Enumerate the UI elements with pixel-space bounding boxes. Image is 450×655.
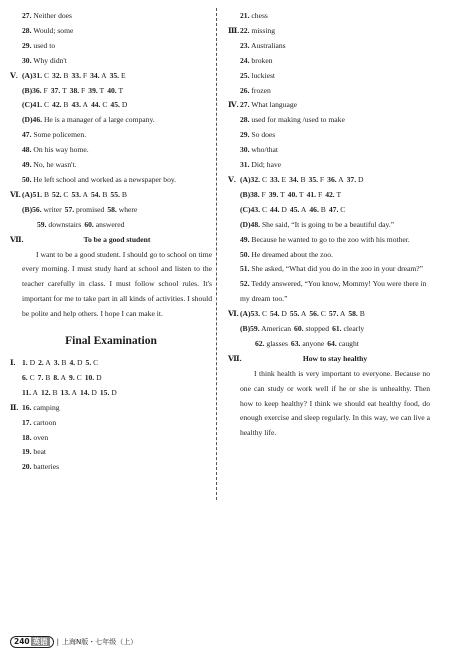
section-7-left <box>10 233 212 322</box>
answer-item: 37. T <box>50 85 67 95</box>
answer-item: 1. D <box>22 358 36 368</box>
list-item: 30. who/that <box>240 145 278 155</box>
answer-item: 39. T <box>268 189 285 199</box>
answer-item: 60. answered <box>84 219 125 229</box>
answer-item: 4. D <box>69 358 83 368</box>
answer-item: 42. B <box>52 100 69 110</box>
answer-item: 54. D <box>270 309 287 319</box>
answer-item: 46. B <box>309 204 326 214</box>
left-top-list <box>10 9 212 69</box>
list-item: (D)48. She said, “It is going to be a beautiful day.” <box>240 219 395 229</box>
section-7-heading <box>228 352 430 367</box>
section-marker: Ⅴ. <box>228 174 236 184</box>
section-3-list <box>228 24 430 99</box>
edition-label: 上海N版・七年级（上） <box>62 638 138 646</box>
list-item: 25. luckiest <box>240 70 276 80</box>
answer-item: 5. C <box>85 358 99 368</box>
answer-item: 52. C <box>52 189 69 199</box>
answer-item: 45. A <box>289 204 307 214</box>
answer-item: 9. C <box>69 372 82 382</box>
answer-item: 57. promised <box>64 204 105 214</box>
answer-item: (B)59. American <box>240 324 292 334</box>
answer-item: 7. B <box>37 372 51 382</box>
row-5c <box>10 98 212 113</box>
answer-item: 32. B <box>52 70 69 80</box>
section-marker: Ⅴ. <box>10 70 18 80</box>
section-5-right <box>228 173 430 307</box>
essay-text: I want to be a good student. I should go to school on time every morning. I must study hard at school and listen to the teacher carefully in class. I must follow school rules. It's important for me to take part in all kinds of activities. I should be polite and help others. I hope I can make it. <box>22 249 212 319</box>
answer-item: 59. downstairs <box>37 219 82 229</box>
list-item: 28. used for making /used to make <box>240 115 345 125</box>
list-item: 19. beat <box>22 447 47 457</box>
answer-item: 53. A <box>71 189 88 199</box>
section-marker: Ⅵ. <box>228 309 239 319</box>
answer-item: 13. A <box>60 387 77 397</box>
row-5b <box>10 84 212 99</box>
list-item: 50. He left school and worked as a newspaper boy. <box>22 174 177 184</box>
row-5c <box>228 203 430 218</box>
answer-item: 14. D <box>79 387 97 397</box>
answer-item: 62. glasses <box>255 338 288 348</box>
answer-item: 37. D <box>346 174 364 184</box>
row-5a <box>10 69 212 84</box>
list-item: 47. Some policemen. <box>22 130 87 140</box>
essay-title: How to stay healthy <box>302 353 368 363</box>
list-item: 52. Teddy answered, “You know, Mommy! You were there in my dream too.” <box>240 279 427 304</box>
answer-item: 45. D <box>110 100 128 110</box>
row-5a <box>228 173 430 188</box>
list-item: 27. Neither does <box>22 11 72 20</box>
row-6a <box>228 307 430 322</box>
final-row-3 <box>10 386 212 401</box>
answer-item: (C)43. C <box>240 204 268 214</box>
final-row-2 <box>10 371 212 386</box>
list-item: 48. On his way home. <box>22 145 89 155</box>
page-footer: 240 英语 | 上海N版・七年级（上） <box>10 635 137 650</box>
section-marker: Ⅰ. <box>10 358 16 368</box>
row-6b2 <box>10 218 212 233</box>
answer-item: (B)38. F <box>240 189 266 199</box>
row-5d-list <box>10 113 212 188</box>
section-marker: Ⅵ. <box>10 189 21 199</box>
answer-item: 40. T <box>107 85 124 95</box>
list-item: 31. Did; have <box>240 160 282 170</box>
answer-item: 38. F <box>69 85 86 95</box>
row-6b1 <box>10 203 212 218</box>
answer-item: 12. B <box>41 387 58 397</box>
list-item: 29. So does <box>240 130 276 140</box>
subject-tag: 英语 <box>32 637 48 647</box>
list-item: 24. broken <box>240 55 273 65</box>
answer-item: 2. A <box>38 358 51 368</box>
answer-item: 56. C <box>309 309 326 319</box>
answer-item: 54. B <box>90 189 108 199</box>
answer-item: (C)41. C <box>22 100 50 110</box>
row-6b1 <box>228 322 430 337</box>
answer-item: 10. D <box>84 372 102 382</box>
answer-item: (A)51. B <box>22 189 50 199</box>
answer-item: 57. A <box>328 309 346 319</box>
final-exam-title: Final Examination <box>65 335 157 348</box>
answer-item: 39. T <box>88 85 105 95</box>
answer-item: 11. A <box>22 387 39 397</box>
list-item: 17. cartoon <box>22 417 57 427</box>
answer-item: 61. clearly <box>332 324 365 334</box>
list-item: Ⅳ. 27. What language <box>228 100 298 110</box>
left-column <box>10 9 212 475</box>
list-item: Ⅱ. 16. camping <box>10 402 60 412</box>
answer-item: 34. B <box>289 174 306 184</box>
row-6b2 <box>228 337 430 352</box>
list-item: Ⅲ. 22. missing <box>228 25 276 35</box>
list-item: 21. chess <box>240 11 268 20</box>
list-item: 23. Australians <box>240 40 286 50</box>
list-item: 29. used to <box>22 40 56 50</box>
answer-item: 42. T <box>325 189 342 199</box>
answer-item: (B)36. F <box>22 85 48 95</box>
essay-title: To be a good student <box>83 234 151 244</box>
section-7-right <box>228 352 430 441</box>
answer-item: 8. A <box>53 372 67 382</box>
section-4-list <box>228 98 430 173</box>
answer-item: 6. C <box>22 372 35 382</box>
answer-item: 55. A <box>289 309 307 319</box>
list-item: 50. He dreamed about the zoo. <box>240 249 333 259</box>
section-6-left <box>10 188 212 233</box>
answer-item: 3. B <box>53 358 67 368</box>
section-6-right <box>228 307 430 352</box>
answer-item: 43. A <box>71 100 88 110</box>
answer-item: 44. D <box>270 204 287 214</box>
answer-item: (B)56. writer <box>22 204 62 214</box>
list-item: 18. oven <box>22 432 49 442</box>
answer-item: 58. B <box>348 309 365 319</box>
answer-item: (A)31. C <box>22 70 50 80</box>
answer-item: 15. D <box>99 387 117 397</box>
page-number: 240 英语 <box>10 636 54 648</box>
list-item: 30. Why didn't <box>22 55 67 65</box>
list-item: 20. batteries <box>22 462 60 472</box>
final-section-1 <box>10 356 212 401</box>
answer-item: 33. F <box>71 70 88 80</box>
section-5-left <box>10 69 212 188</box>
answer-item: 47. C <box>328 204 346 214</box>
section-marker: Ⅶ. <box>10 234 24 244</box>
answer-item: 35. F <box>308 174 325 184</box>
answer-item: 36. A <box>327 174 344 184</box>
list-item: 51. She asked, “What did you do in the zoo in your dream?” <box>240 264 424 274</box>
answer-item: 44. C <box>90 100 108 110</box>
answer-item: 35. E <box>109 70 126 80</box>
row-5b <box>228 188 430 203</box>
answer-item: 34. A <box>90 70 107 80</box>
list-item: 49. Because he wanted to go to the zoo with his mother. <box>240 234 410 244</box>
answer-item: 64. caught <box>327 338 359 348</box>
list-item: 49. No, he wasn't. <box>22 160 77 170</box>
essay-text: I think health is very important to everyone. Because no one can study or work well if he or she is unhealthy. Then how to keep healthy? I think we should eat healthy food, do enough exercise and sleep regularly. In this way, we can live a healthy life. <box>240 368 430 438</box>
column-divider <box>216 8 217 500</box>
row-6a <box>10 188 212 203</box>
right-column <box>228 9 430 441</box>
list-item: 26. frozen <box>240 85 271 95</box>
section-marker: Ⅶ. <box>228 353 242 363</box>
answer-item: 41. F <box>306 189 323 199</box>
final-row-1 <box>10 356 212 371</box>
answer-item: 33. E <box>270 174 287 184</box>
final-section-2 <box>10 401 212 476</box>
row-5d-list <box>228 218 430 307</box>
list-item: (D)46. He is a manager of a large company. <box>22 115 155 125</box>
answer-item: 58. where <box>107 204 138 214</box>
answer-item: 55. B <box>110 189 127 199</box>
answer-item: 63. anyone <box>290 338 325 348</box>
section-7-heading <box>10 233 212 248</box>
answer-item: 60. stopped <box>294 324 330 334</box>
answer-item: (A)53. C <box>240 309 268 319</box>
answer-item: 40. T <box>287 189 304 199</box>
list-item: 28. Would; some <box>22 25 74 35</box>
answer-item: (A)32. C <box>240 174 268 184</box>
